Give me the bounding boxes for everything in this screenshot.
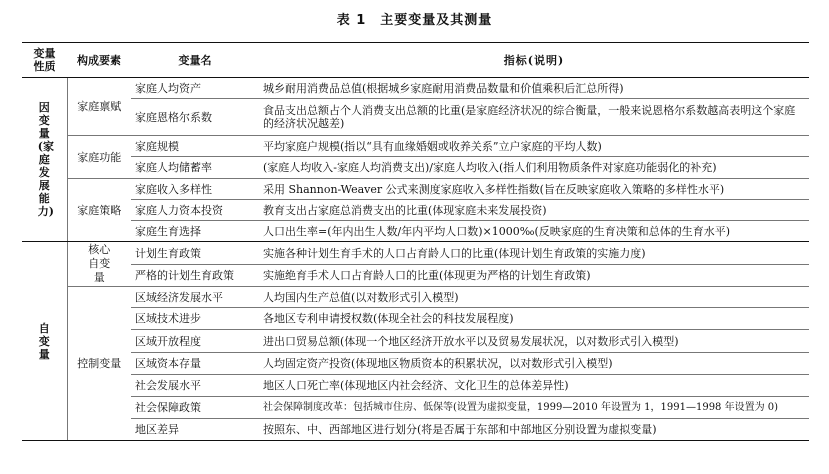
indicator-text: (家庭人均收入-家庭人均消费支出)/家庭人均收入(指人们利用物质条件对家庭功能弱化的补充): [259, 157, 809, 179]
table-row: [22, 308, 809, 330]
table-row: [22, 265, 809, 287]
component-cell: 核心自变量: [67, 242, 131, 287]
indicator-text: 人均国内生产总值(以对数形式引入模型): [259, 287, 809, 308]
header-component: 构成要素: [67, 43, 131, 78]
indicator-text: 人口出生率=(年内出生人数/年内平均人口数)×1000‰(反映家庭的生育决策和总体的生育水平): [259, 221, 809, 242]
table-row: [22, 397, 809, 419]
variable-name: 区域开放程度: [131, 330, 259, 353]
variable-name: 家庭人均储蓄率: [131, 157, 259, 179]
component-cell: 家庭禀赋: [67, 78, 131, 136]
variable-name: 地区差异: [131, 419, 259, 441]
table-row: [22, 287, 809, 308]
indicator-text: 实施各种计划生育手术的人口占育龄人口的比重(体现计划生育政策的实施力度): [259, 242, 809, 265]
table-row: [22, 221, 809, 242]
indicator-text: 地区人口死亡率(体现地区内社会经济、文化卫生的总体差异性): [259, 375, 809, 397]
indicator-text: 各地区专利申请授权数(体现全社会的科技发展程度): [259, 308, 809, 330]
table-row: [22, 353, 809, 375]
indicator-text: 实施绝育手术人口占育龄人口的比重(体现更为严格的计划生育政策): [259, 265, 809, 287]
indicator-text: 人均固定资产投资(体现地区物质资本的积累状况，以对数形式引入模型): [259, 353, 809, 375]
variables-table: [22, 42, 809, 441]
component-cell: 控制变量: [67, 287, 131, 441]
variable-name: 区域技术进步: [131, 308, 259, 330]
table-row: [22, 242, 809, 265]
table-row: [22, 179, 809, 200]
indicator-text: 进出口贸易总额(体现一个地区经济开放水平以及贸易发展状况，以对数形式引入模型): [259, 330, 809, 353]
table-header-row: [22, 43, 809, 78]
variable-name: 区域经济发展水平: [131, 287, 259, 308]
variable-name: 严格的计划生育政策: [131, 265, 259, 287]
table-row: [22, 136, 809, 157]
component-cell: 家庭功能: [67, 136, 131, 179]
table-row: [22, 330, 809, 353]
nature-cell-independent: 自变量: [22, 242, 67, 441]
table-row: [22, 78, 809, 99]
indicator-text: 平均家庭户规模(指以“具有血缘婚姻或收养关系”立户家庭的平均人数): [259, 136, 809, 157]
header-indicator: 指标(说明): [259, 43, 809, 78]
indicator-text: 按照东、中、西部地区进行划分(将是否属于东部和中部地区分别设置为虚拟变量): [259, 419, 809, 441]
table-row: [22, 157, 809, 179]
variable-name: 计划生育政策: [131, 242, 259, 265]
table-row: [22, 419, 809, 441]
variable-name: 家庭人均资产: [131, 78, 259, 99]
variable-name: 家庭恩格尔系数: [131, 99, 259, 136]
component-cell: 家庭策略: [67, 179, 131, 242]
variable-name: 社会发展水平: [131, 375, 259, 397]
header-variable: 变量名: [131, 43, 259, 78]
header-nature: 变量性质: [22, 43, 67, 78]
variable-name: 家庭规模: [131, 136, 259, 157]
variable-name: 家庭收入多样性: [131, 179, 259, 200]
table-row: [22, 200, 809, 221]
indicator-text: 城乡耐用消费品总值(根据城乡家庭耐用消费品数量和价值乘积后汇总所得): [259, 78, 809, 99]
variable-name: 区域资本存量: [131, 353, 259, 375]
nature-cell-dependent: 因变量(家庭发展能力): [22, 78, 67, 242]
table-row: [22, 375, 809, 397]
indicator-text: 社会保障制度改革：包括城市住房、低保等(设置为虚拟变量，1999—2010 年设置为 1，1991—1998 年设置为 0): [259, 397, 809, 419]
table-title: 表 1 主要变量及其测量: [336, 13, 493, 28]
variable-name: 家庭生育选择: [131, 221, 259, 242]
variable-name: 家庭人力资本投资: [131, 200, 259, 221]
indicator-text: 采用 Shannon-Weaver 公式来测度家庭收入多样性指数(旨在反映家庭收入策略的多样性水平): [259, 179, 809, 200]
variable-name: 社会保障政策: [131, 397, 259, 419]
table-row: [22, 99, 809, 136]
indicator-text: 教育支出占家庭总消费支出的比重(体现家庭未来发展投资): [259, 200, 809, 221]
indicator-text: 食品支出总额占个人消费支出总额的比重(是家庭经济状况的综合衡量，一般来说恩格尔系数越高表明这个家庭的经济状况越差): [259, 99, 809, 136]
